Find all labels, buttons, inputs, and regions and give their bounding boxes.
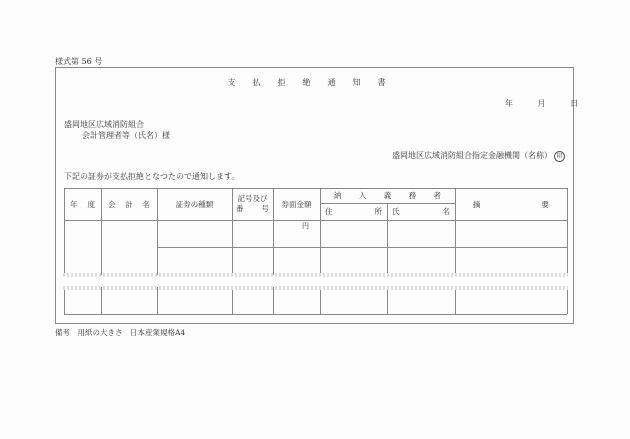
cell-symbol-number[interactable] <box>233 288 272 313</box>
cell-security-type[interactable] <box>158 288 231 313</box>
header-char: 所 <box>374 207 382 216</box>
header-fiscal-year <box>64 188 101 220</box>
seal-icon: 印 <box>554 151 565 162</box>
yen-unit-label: 円 <box>302 222 309 230</box>
header-char: 務 <box>408 191 417 200</box>
cell-summary[interactable] <box>456 221 566 246</box>
cell-face-amount[interactable] <box>274 288 319 313</box>
header-symbol-number <box>232 188 273 220</box>
cell-security-type[interactable] <box>158 248 231 273</box>
header-char: 番 <box>236 204 244 213</box>
header-account-name <box>101 188 157 220</box>
header-char: 義 <box>383 191 392 200</box>
tear-edge-top <box>63 273 568 277</box>
header-summary <box>455 188 567 220</box>
sender-label: 盛岡地区広域消防組合指定金融機関（名称） <box>392 151 552 160</box>
cell-fiscal-year[interactable] <box>65 288 100 313</box>
sender-institution <box>392 150 565 162</box>
header-char: 住 <box>325 207 333 216</box>
month-label: 月 <box>537 99 546 108</box>
header-char: 度 <box>87 199 95 209</box>
cell-summary[interactable] <box>456 248 566 273</box>
year-label: 年 <box>505 99 513 108</box>
header-char: 要 <box>541 199 549 209</box>
cell-name[interactable] <box>388 248 454 273</box>
cell-address[interactable] <box>321 248 386 273</box>
header-payer <box>320 188 455 203</box>
header-line <box>236 204 269 214</box>
addressee-organization: 盛岡地区広域消防組合 <box>64 120 144 129</box>
form-number: 様式第 56 号 <box>55 57 103 66</box>
document-title: 支払拒絶通知書 <box>227 78 403 87</box>
cell-face-amount[interactable] <box>274 248 319 273</box>
header-name <box>387 203 455 220</box>
header-char: 納 <box>334 191 342 200</box>
cell-account-name[interactable] <box>102 221 156 273</box>
cell-fiscal-year[interactable] <box>65 221 100 273</box>
header-char: 名 <box>142 199 150 209</box>
day-label: 日 <box>570 99 579 108</box>
cell-name[interactable] <box>388 288 454 313</box>
header-char: 会 <box>108 199 116 209</box>
header-line: 記号及び <box>237 194 268 203</box>
header-char: 入 <box>358 191 367 200</box>
cell-address[interactable] <box>321 288 386 313</box>
date-field <box>505 98 600 109</box>
header-address <box>320 203 387 220</box>
addressee-title: 会計管理者等（氏名）様 <box>82 131 170 140</box>
header-char: 氏 <box>392 207 400 216</box>
cell-face-amount[interactable] <box>274 221 319 246</box>
cell-name[interactable] <box>388 221 454 246</box>
cell-account-name[interactable] <box>102 288 156 313</box>
header-char: 者 <box>433 191 441 200</box>
header-security-type: 証券の種類 <box>175 199 214 209</box>
header-face-amount: 券面金額 <box>281 199 312 209</box>
col-line <box>567 188 568 314</box>
cell-symbol-number[interactable] <box>233 248 272 273</box>
header-char: 計 <box>125 199 133 209</box>
notice-text: 下記の証券が支払拒絶となつたので通知します。 <box>64 172 240 181</box>
cell-summary[interactable] <box>456 288 566 313</box>
header-char: 号 <box>261 204 269 213</box>
header-char: 摘 <box>473 199 481 209</box>
cell-symbol-number[interactable] <box>233 221 272 246</box>
cell-address[interactable] <box>321 221 386 246</box>
remarks-note: 備考 用紙の大きさ 日本産業規格A4 <box>55 328 186 337</box>
table-border-bottom <box>64 314 567 315</box>
header-char: 名 <box>442 207 450 216</box>
cell-security-type[interactable] <box>158 221 231 246</box>
header-char: 年 <box>70 199 78 209</box>
